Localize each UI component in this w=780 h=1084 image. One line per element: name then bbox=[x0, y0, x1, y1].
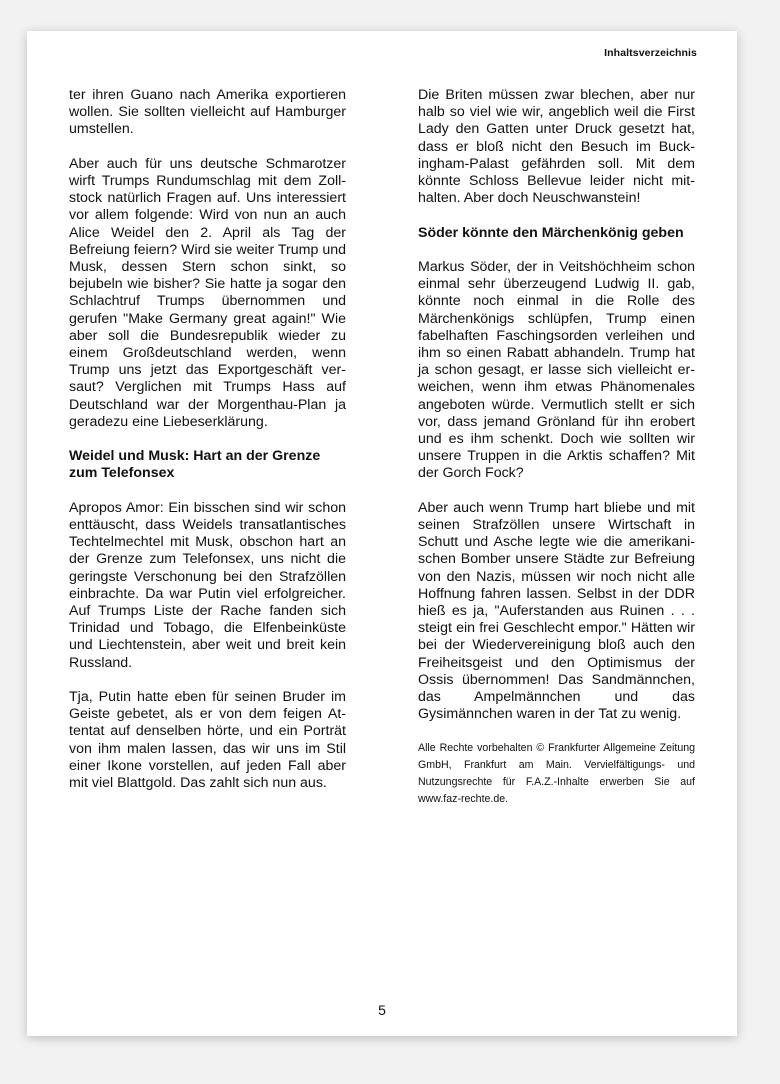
running-header-title: Inhaltsverzeichnis bbox=[604, 47, 697, 59]
section-heading: Weidel und Musk: Hart an der Grenze zum Telefonsex bbox=[69, 448, 321, 482]
left-text-column bbox=[69, 87, 346, 809]
paragraph: ter ihren Guano nach Amerika exportieren wollen. Sie sollten vielleicht auf Hamburger umstellen. bbox=[69, 87, 346, 138]
page-number: 5 bbox=[378, 1002, 386, 1018]
paragraph: Aber auch für uns deutsche Schmarotzer wirft Trumps Rundumschlag mit dem Zollstock natürlich Fragen auf. Uns interessiert vor allem folgende: Wird von nun an auch Alice Weidel den 2. April als Tag der Befreiung feiern? Wird sie weiter Trump und Musk, dessen Stern schon sinkt, so bejubeln wie bisher? Sie hatte ja sogar den Schlachtruf Trumps übernommen und gerufen "Make Germany great again!" Wie aber soll die Bundesrepublik wieder zu einem Großdeutschland werden, wenn Trump uns jetzt das Exportgeschäft versaut? Verglichen mit Trumps Hass auf Deutschland war der Morgenthau-Plan ja geradezu eine Liebeserklärung. bbox=[69, 155, 346, 430]
document-page bbox=[27, 31, 737, 1036]
paragraph: Die Briten müssen zwar blechen, aber nur halb so viel wie wir, angeblich weil die First Lady den Gatten unter Druck gesetzt hat, dass er bloß nicht den Besuch im Buckingham-Palast gefährden soll. Mit dem könnte Schloss Bellevue leider nicht mithalten. Aber doch Neuschwanstein! bbox=[418, 87, 695, 207]
paragraph: Markus Söder, der in Veitshöchheim schon einmal sehr überzeugend Ludwig II. gab, könnte noch einmal in die Rolle des Märchenkönigs schlüpfen, Trump einen fabelhaften Faschingsorden verleihen und ihm so einen Rabatt abhandeln. Trump hat ja schon gesagt, er lasse sich vielleicht erweichen, wenn ihm etwas Phänomenales angeboten würde. Vermutlich stellt er sich vor, dass jemand Grönland für ihn erobert und es ihm schenkt. Doch wie sollten wir unsere Truppen in die Arktis schaffen? Mit der Gorch Fock? bbox=[418, 259, 695, 482]
paragraph: Aber auch wenn Trump hart bliebe und mit seinen Strafzöllen unsere Wirtschaft in Schutt und Asche legte wie die amerikanischen Bomber unsere Städte zur Befreiung von den Nazis, müssen wir noch nicht alle Hoffnung fahren lassen. Selbst in der DDR hieß es ja, "Auferstanden aus Ruinen . . . steigt ein frei Geschlecht empor." Hätten wir bei der Wiedervereinigung bloß auch den Freiheitsgeist und den Optimismus der Ossis übernommen! Das Sandmännchen, das Ampelmännchen und das Gysimännchen waren in der Tat zu wenig. bbox=[418, 499, 695, 723]
copyright-notice: Alle Rechte vorbehalten © Frankfurter Allgemeine Zeitung GmbH, Frankfurt am Main. Vervielfältigungs- und Nutzungsrechte für F.A.Z.-Inhalte erwerben Sie auf www.faz-rechte.de. bbox=[418, 741, 695, 806]
section-heading: Söder könnte den Märchenkönig geben bbox=[418, 224, 684, 241]
paragraph: Tja, Putin hatte eben für seinen Bruder im Geiste gebetet, als er von dem feigen Attentat auf denselben hörte, und ein Porträt von ihm malen lassen, das wir uns im Stil einer Ikone vorstellen, auf jeden Fall aber mit viel Blattgold. Das zahlt sich nun aus. bbox=[69, 689, 346, 792]
paragraph: Apropos Amor: Ein bisschen sind wir schon enttäuscht, dass Weidels transatlantisches Techtelmechtel mit Musk, obschon hart an der Grenze zum Telefonsex, uns nicht die geringste Verschonung bei den Strafzöllen einbrachte. Da war Putin viel erfolgreicher. Auf Trumps Liste der Rache fanden sich Trinidad und Tobago, die Elfenbeinküste und Liechtenstein, aber weit und breit kein Russland. bbox=[69, 499, 346, 671]
right-text-column bbox=[418, 87, 695, 826]
